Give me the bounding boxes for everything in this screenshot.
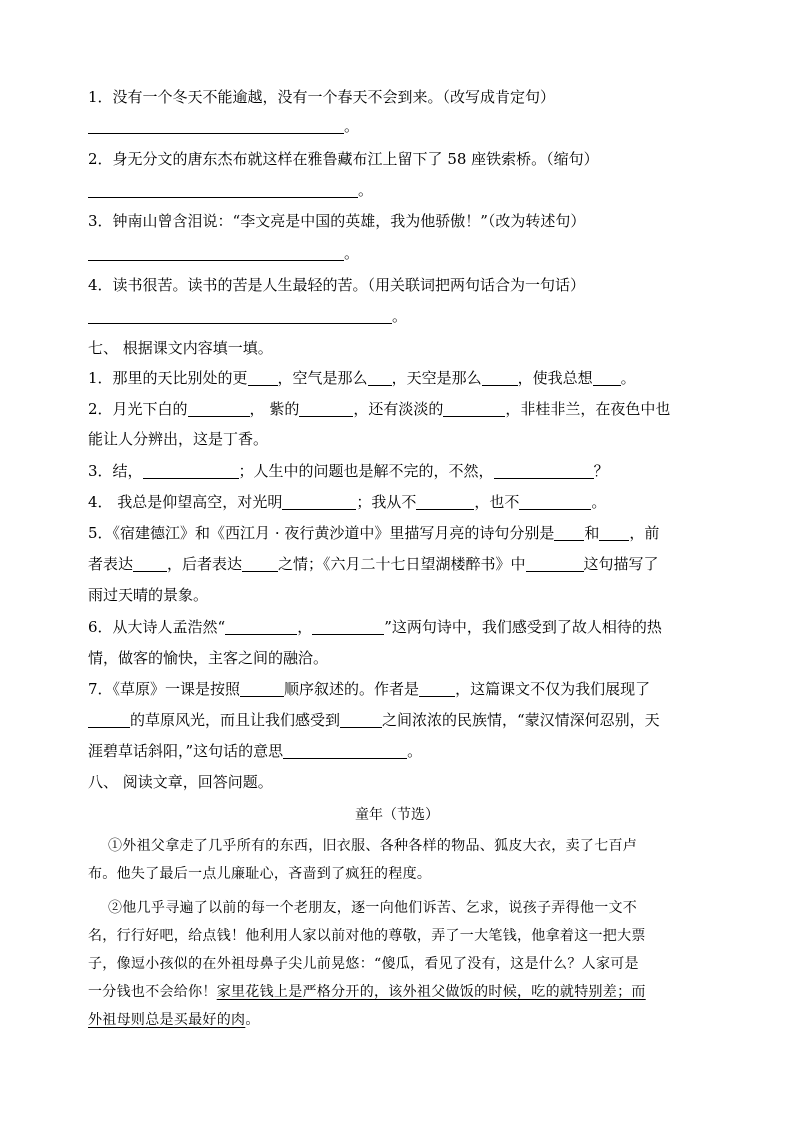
question-7-4: 4． 我总是仰望高空，对光明 ；我从不 ，也不 。	[88, 493, 607, 511]
blank[interactable]	[526, 556, 584, 572]
blank[interactable]	[593, 370, 621, 386]
answer-line-6-1[interactable]: 。	[88, 116, 359, 136]
blank[interactable]	[240, 681, 284, 697]
section-7-heading: 七、 根据课文内容填一填。	[88, 339, 273, 357]
underlined-sentence: 家里花钱上是严格分开的，该外祖父做饭的时候，吃的就特别差；而	[216, 984, 646, 1000]
blank[interactable]	[133, 556, 167, 572]
blank[interactable]	[519, 494, 591, 510]
question-6-4: 4．读书很苦。读书的苦是人生最轻的苦。（用关联词把两句话合为一句话）	[88, 276, 586, 294]
underlined-sentence: 外祖母则总是买最好的肉	[88, 1012, 246, 1028]
question-7-2: 2．月光下白的 ， 紫的 ，还有淡淡的 ，非桂非兰，在夜色中也	[88, 400, 671, 418]
question-7-7-cont: 的草原风光，而且让我们感受到 之间浓浓的民族情，“蒙汉情深何忍别，天	[88, 710, 728, 730]
question-7-2-cont: 能让人分辨出，这是丁香。	[88, 430, 269, 448]
question-7-5-cont: 者表达 ，后者表达 之情；《六月二十七日望湖楼醉书》中 这句描写了	[88, 555, 659, 573]
passage-title: 童年（节选）	[355, 807, 439, 823]
blank[interactable]	[88, 712, 130, 728]
question-6-2: 2．身无分文的唐东杰布就这样在雅鲁藏布江上留下了 58 座铁索桥。（缩句）	[88, 150, 599, 168]
blank[interactable]	[599, 525, 629, 541]
blank[interactable]	[494, 463, 594, 479]
blank[interactable]	[554, 525, 584, 541]
question-6-3: 3．钟南山曾含泪说：“李文亮是中国的英雄，我为他骄傲！”（改为转述句）	[88, 212, 586, 230]
answer-line-6-3[interactable]: 。	[88, 243, 359, 263]
blank[interactable]	[283, 743, 407, 759]
blank[interactable]	[188, 401, 250, 417]
blank[interactable]	[368, 370, 392, 386]
blank[interactable]	[312, 619, 384, 635]
blank[interactable]	[282, 494, 356, 510]
blank[interactable]	[242, 556, 278, 572]
question-7-7-end: 涯碧草话斜阳，”这句话的意思 。	[88, 742, 423, 760]
section-8-heading: 八、 阅读文章，回答问题。	[88, 773, 273, 791]
question-7-6-cont: 情，做客的愉快，主客之间的融洽。	[88, 649, 329, 667]
passage-paragraph-2: ②他几乎寻遍了以前的每一个老朋友，逐一向他们诉苦、乞求，说孩子弄得他一文不 名，行行好吧，给点钱！他利用人家以前对他的尊敬，弄了一大笔钱，他拿着这一把大票 子，像逗小孩似的在外祖母鼻子尖儿前晃悠：“傻瓜，看见了没有，这是什么？人家可是 一分钱也不会给你！家里花钱上是严格分开的，该外祖父做饭的时候，吃的就特别差；而 外祖母则总是买最好的肉。	[88, 900, 646, 1028]
blank[interactable]	[143, 463, 239, 479]
question-6-1: 1．没有一个冬天不能逾越，没有一个春天不会到来。（改写成肯定句）	[88, 88, 556, 106]
question-7-3: 3．结， ；人生中的问题也是解不完的，不然， ？	[88, 462, 609, 480]
answer-line-6-2[interactable]: 。	[88, 180, 373, 200]
question-7-5-end: 雨过天晴的景象。	[88, 586, 209, 604]
blank[interactable]	[299, 401, 353, 417]
answer-line-6-4[interactable]: 。	[88, 306, 407, 326]
question-7-7: 7．《草原》一课是按照 顺序叙述的。作者是 ，这篇课文不仅为我们展现了	[88, 680, 651, 698]
passage-paragraph-1: ①外祖父拿走了几乎所有的东西，旧衣服、各种各样的物品、狐皮大衣，卖了七百卢 布。他失了最后一点儿廉耻心，吝啬到了疯狂的程度。	[88, 838, 638, 882]
blank[interactable]	[419, 681, 455, 697]
blank[interactable]	[482, 370, 518, 386]
blank[interactable]	[443, 401, 505, 417]
blank[interactable]	[225, 619, 297, 635]
blank[interactable]	[340, 712, 382, 728]
blank[interactable]	[416, 494, 474, 510]
question-7-5: 5．《宿建德江》和《西江月 · 夜行黄沙道中》里描写月亮的诗句分别是 和 ，前	[88, 524, 660, 542]
question-7-6: 6．从大诗人孟浩然“ ， ”这两句诗中，我们感受到了故人相待的热	[88, 618, 662, 636]
blank[interactable]	[248, 370, 278, 386]
question-7-1: 1．那里的天比别处的更 ，空气是那么 ，天空是那么 ，使我总想 。	[88, 369, 636, 387]
